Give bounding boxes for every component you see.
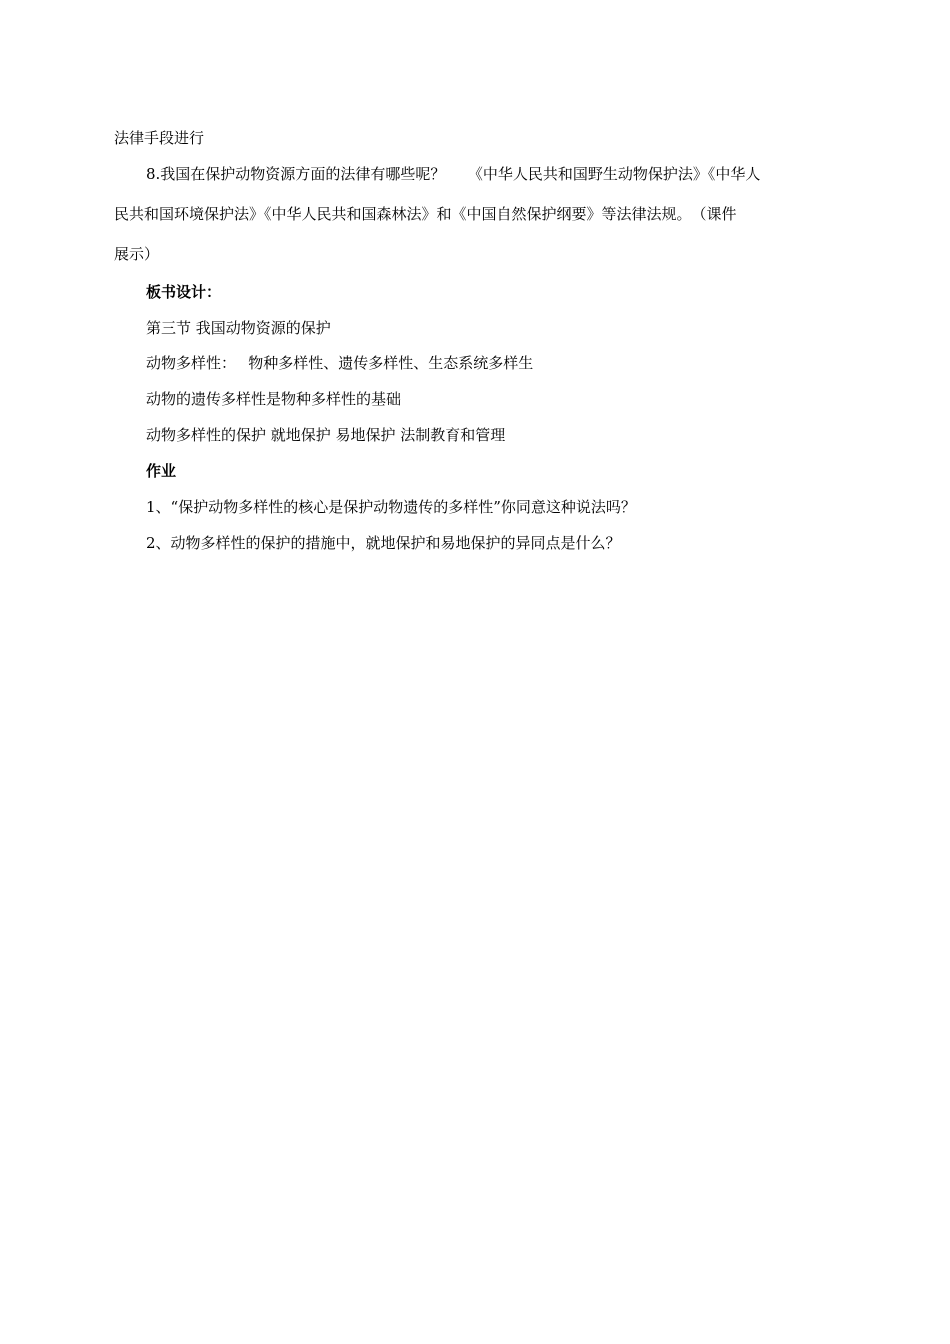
board-design-item: 第三节 我国动物资源的保护 bbox=[146, 319, 331, 337]
board-design-item: 动物多样性： 物种多样性、遗传多样性、生态系统多样生 bbox=[146, 354, 534, 372]
homework-heading: 作业 bbox=[146, 462, 177, 480]
continuation-text: 法律手段进行 bbox=[114, 129, 205, 147]
question-8-line-3: 展示） bbox=[114, 245, 160, 263]
board-design-item: 动物的遗传多样性是物种多样性的基础 bbox=[146, 390, 402, 408]
homework-item: 1、“保护动物多样性的核心是保护动物遗传的多样性”你同意这种说法吗？ bbox=[146, 498, 636, 516]
question-8-line-1: 8.我国在保护动物资源方面的法律有哪些呢？ 《中华人民共和国野生动物保护法》《中华人 bbox=[146, 165, 761, 183]
board-design-heading: 板书设计： bbox=[146, 283, 222, 301]
question-8-line-2: 民共和国环境保护法》《中华人民共和国森林法》和《中国自然保护纲要》等法律法规。 （课件 bbox=[114, 205, 737, 223]
board-design-item: 动物多样性的保护 就地保护 易地保护 法制教育和管理 bbox=[146, 426, 506, 444]
homework-item: 2、动物多样性的保护的措施中，就地保护和易地保护的异同点是什么？ bbox=[146, 534, 621, 552]
